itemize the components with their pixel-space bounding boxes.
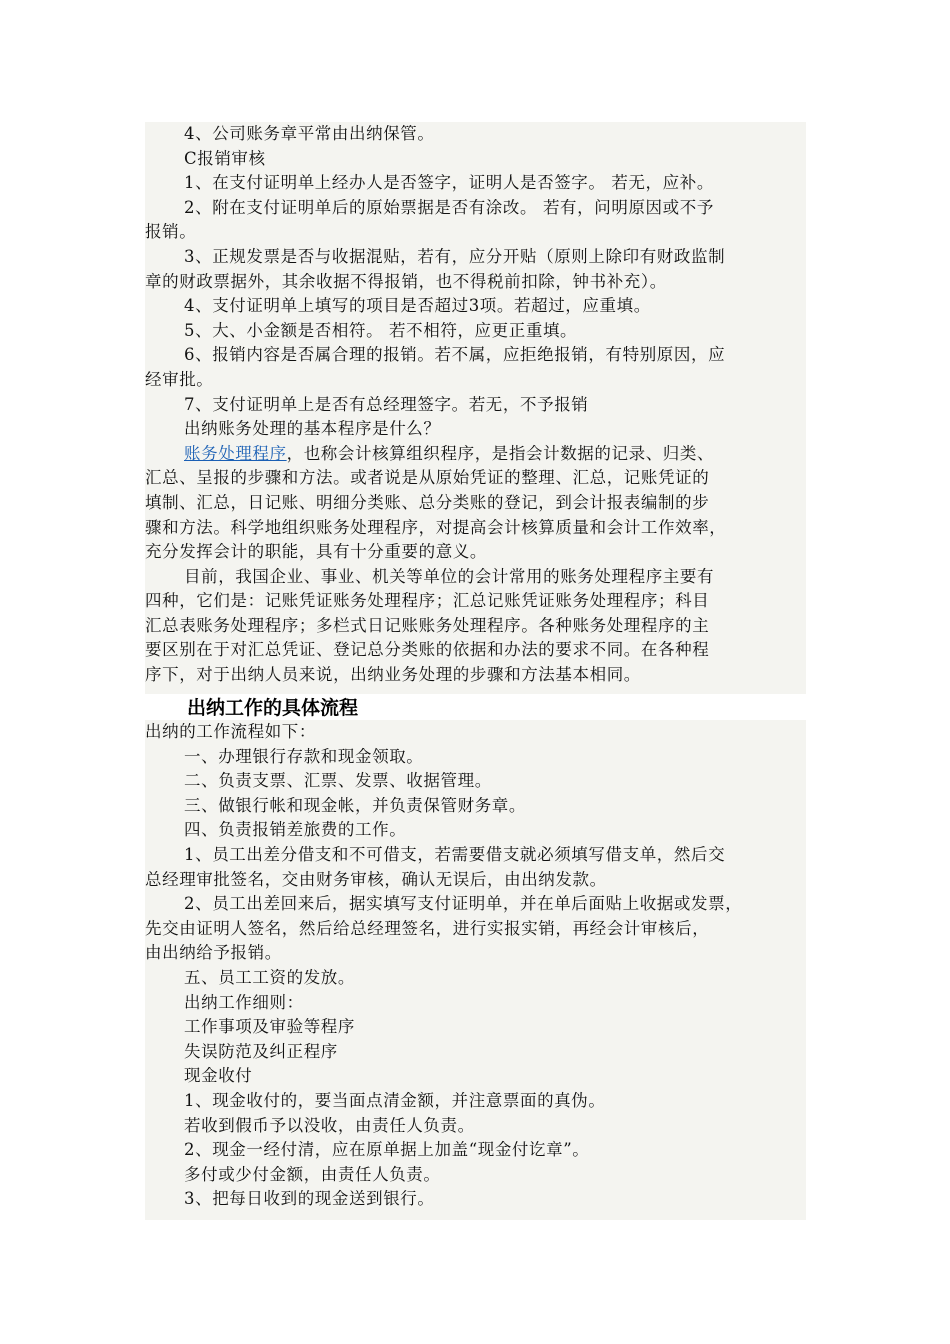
text-line: 由出纳给予报销。	[145, 943, 282, 963]
text-line: 3、正规发票是否与收据混贴，若有，应分开贴（原则上除印有财政监制	[184, 246, 726, 266]
text-line: 6、报销内容是否属合理的报销。若不属，应拒绝报销，有特别原因，应	[184, 345, 726, 365]
text-line: 出纳的工作流程如下：	[145, 722, 316, 741]
text-line: 1、员工出差分借支和不可借支，若需要借支就必须填写借支单，然后交	[184, 844, 726, 864]
document-section-top	[145, 122, 806, 694]
text-line: 5、大、小金额是否相符。 若不相符，应更正重填。	[184, 320, 578, 340]
text-line: 1、现金收付的，要当面点清金额，并注意票面的真伪。	[184, 1090, 606, 1110]
text-line: 出纳工作细则：	[184, 992, 304, 1012]
text-line: 3、把每日收到的现金送到银行。	[184, 1189, 435, 1209]
section-label-c: C报销审核	[184, 148, 266, 168]
text-line: 序下，对于出纳人员来说，出纳业务处理的步骤和方法基本相同。	[145, 665, 641, 685]
list-item: 三、做银行帐和现金帐，并负责保管财务章。	[184, 795, 526, 815]
list-item: 四、负责报销差旅费的工作。	[184, 820, 407, 840]
text-line: 经审批。	[145, 369, 214, 389]
text-line: 总经理审批签名，交由财务审核，确认无误后，由出纳发款。	[145, 869, 607, 889]
text-line: 7、支付证明单上是否有总经理签字。若无，不予报销	[184, 394, 589, 414]
text-line: 填制、汇总，日记账、明细分类账、总分类账的登记，到会计报表编制的步	[145, 492, 710, 512]
list-item: 二、负责支票、汇票、发票、收据管理。	[184, 771, 492, 791]
text-line: 充分发挥会计的职能，具有十分重要的意义。	[145, 542, 487, 562]
text-line: 先交由证明人签名，然后给总经理签名，进行实报实销，再经会计审核后，	[145, 918, 710, 938]
text-line: 2、附在支付证明单后的原始票据是否有涂改。 若有，问明原因或不予	[184, 197, 714, 217]
text-line: 2、员工出差回来后，据实填写支付证明单，并在单后面贴上收据或发票，	[184, 894, 743, 914]
list-item: 五、员工工资的发放。	[184, 967, 355, 987]
text-line: 汇总表账务处理程序；多栏式日记账账务处理程序。各种账务处理程序的主	[145, 615, 710, 635]
text-line: 失误防范及纠正程序	[184, 1041, 338, 1061]
text-line: 汇总、呈报的步骤和方法。或者说是从原始凭证的整理、汇总，记账凭证的	[145, 468, 710, 488]
question-line: 出纳账务处理的基本程序是什么？	[184, 419, 441, 439]
text-line: 多付或少付金额，由责任人负责。	[184, 1164, 441, 1184]
text-line: 章的财政票据外，其余收据不得报销，也不得税前扣除，钟书补充）。	[145, 271, 667, 291]
text-line: 2、现金一经付清，应在原单据上加盖“现金付讫章”。	[184, 1140, 590, 1160]
link-accounting-procedure[interactable]: 账务处理程序	[184, 443, 287, 463]
text-line	[145, 442, 806, 467]
text-line: 若收到假币予以没收，由责任人负责。	[184, 1115, 475, 1135]
text-line: 工作事项及审验等程序	[184, 1017, 355, 1037]
text-line: 1、在支付证明单上经办人是否签字，证明人是否签字。 若无，应补。	[184, 173, 714, 193]
text-line: 四种，它们是：记账凭证账务处理程序；汇总记账凭证账务处理程序；科目	[145, 591, 710, 611]
text-line: 报销。	[145, 222, 197, 242]
text-line: 要区别在于对汇总凭证、登记总分类账的依据和办法的要求不同。在各种程	[145, 640, 710, 660]
text-line: 4、支付证明单上填写的项目是否超过3项。若超过，应重填。	[184, 296, 651, 316]
list-item: 一、办理银行存款和现金领取。	[184, 746, 424, 766]
text-line: 目前，我国企业、事业、机关等单位的会计常用的账务处理程序主要有	[184, 566, 715, 586]
text-line: 4、公司账务章平常由出纳保管。	[184, 124, 435, 143]
text-line-rest: ，也称会计核算组织程序，是指会计数据的记录、归类、	[286, 443, 715, 463]
text-line: 骤和方法。科学地组织账务处理程序，对提高会计核算质量和会计工作效率，	[145, 517, 727, 537]
text-line: 现金收付	[184, 1066, 253, 1086]
document-section-bottom	[145, 720, 806, 1220]
section-heading: 出纳工作的具体流程	[187, 697, 359, 719]
